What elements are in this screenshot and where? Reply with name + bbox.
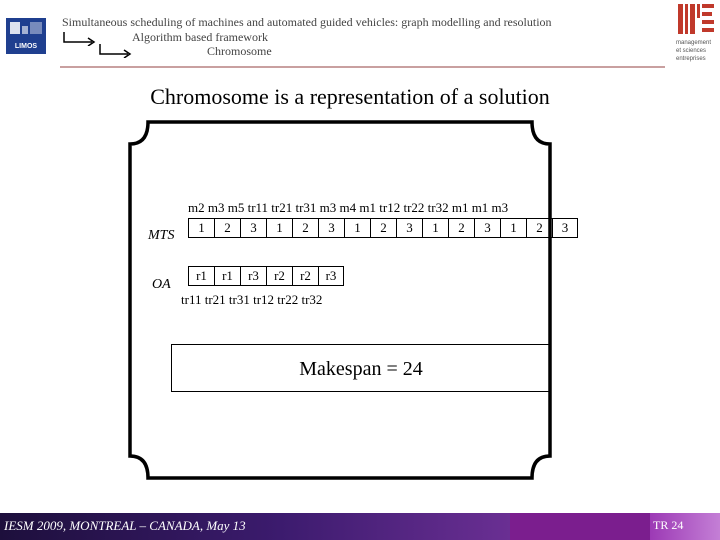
mie-logo-line-3: entreprises <box>676 56 706 62</box>
oa-cell: r2 <box>266 266 292 286</box>
oa-cell: r3 <box>318 266 344 286</box>
limos-logo-text: LIMOS <box>14 43 38 50</box>
mts-cell: 1 <box>344 218 370 238</box>
mts-cell: 2 <box>292 218 318 238</box>
breadcrumb-arrow-icon <box>98 44 138 58</box>
oa-transport-labels: tr11 tr21 tr31 tr12 tr22 tr32 <box>181 292 323 307</box>
breadcrumb-level-3: Chromosome <box>207 44 272 58</box>
mts-cell: 3 <box>474 218 500 238</box>
mts-cell: 3 <box>240 218 266 238</box>
mie-logo-line-2: et sciences <box>676 48 707 54</box>
oa-row <box>188 266 344 288</box>
mts-cell: 3 <box>396 218 422 238</box>
breadcrumb-level-1: Simultaneous scheduling of machines and automated guided vehicles: graph modelling and resolution <box>62 15 552 29</box>
mts-cell: 1 <box>266 218 292 238</box>
mts-cell: 1 <box>188 218 214 238</box>
mie-logo-line-1: management <box>676 40 712 46</box>
mts-cell: 3 <box>318 218 344 238</box>
mie-logo <box>676 2 718 64</box>
oa-cell: r1 <box>214 266 240 286</box>
mts-label: MTS <box>148 228 175 243</box>
oa-cell: r2 <box>292 266 318 286</box>
breadcrumb-arrow-icon <box>62 32 102 46</box>
oa-label: OA <box>152 277 171 292</box>
mts-cell: 1 <box>422 218 448 238</box>
oa-cell: r1 <box>188 266 214 286</box>
footer-bar-middle <box>510 513 650 540</box>
mts-header-labels: m2 m3 m5 tr11 tr21 tr31 m3 m4 m1 tr12 tr22 tr32 m1 m1 m3 <box>188 200 509 215</box>
limos-logo <box>6 18 46 54</box>
mts-cell: 2 <box>526 218 552 238</box>
slide-title: Chromosome is a representation of a solution <box>150 84 550 109</box>
mts-cell: 2 <box>448 218 474 238</box>
mts-cell: 2 <box>214 218 240 238</box>
mts-row <box>188 218 578 240</box>
mts-cell: 1 <box>500 218 526 238</box>
footer-slide-number: TR 24 <box>653 518 684 532</box>
mts-cell: 2 <box>370 218 396 238</box>
mts-cell: 3 <box>552 218 578 238</box>
oa-cell: r3 <box>240 266 266 286</box>
breadcrumb-level-2: Algorithm based framework <box>132 30 268 44</box>
footer-conference-text: IESM 2009, MONTREAL – CANADA, May 13 <box>4 518 246 533</box>
header-divider <box>60 66 665 68</box>
makespan-text: Makespan = 24 <box>299 358 423 380</box>
